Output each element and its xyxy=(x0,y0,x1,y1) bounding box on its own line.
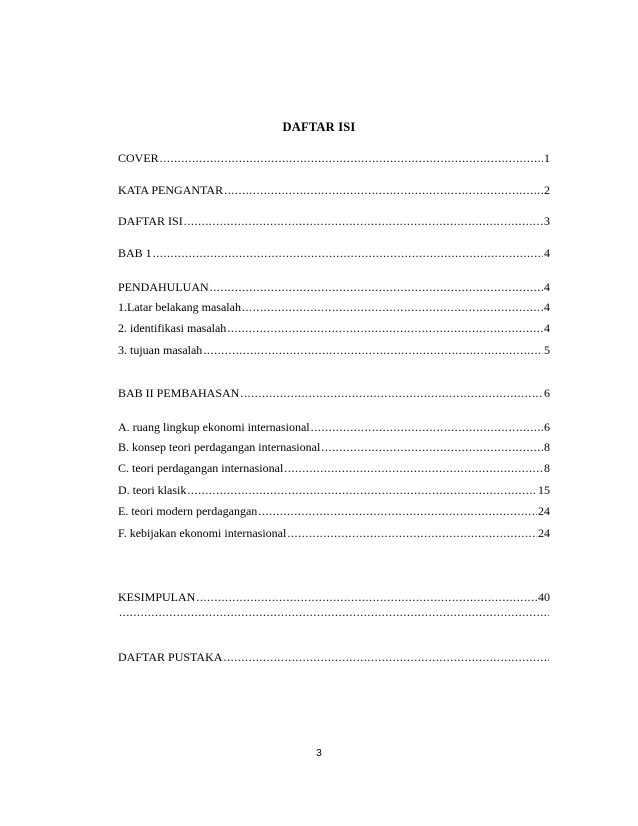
dot-leader xyxy=(210,280,543,294)
toc-entry-teori-perdagangan xyxy=(118,461,550,475)
toc-title: DAFTAR ISI xyxy=(282,120,356,134)
toc-entry-bab-1 xyxy=(118,246,550,260)
toc-entry-daftar-isi xyxy=(118,214,550,228)
toc-entry-label: 3. tujuan masalah xyxy=(118,343,203,357)
toc-entry-identifikasi-masalah xyxy=(118,321,550,335)
toc-entry-page: 4 xyxy=(544,300,550,314)
toc-entry-page: 2 xyxy=(544,183,550,197)
toc-entry-label: E. teori modern perdagangan xyxy=(118,504,258,518)
dot-leader xyxy=(223,650,549,664)
dot-leader xyxy=(160,151,543,165)
toc-entry-bab-2 xyxy=(118,386,550,400)
toc-entry-page: 4 xyxy=(544,246,550,260)
toc-entry-pendahuluan xyxy=(118,280,550,294)
toc-entry-ruang-lingkup xyxy=(118,420,550,434)
toc-entry-kata-pengantar xyxy=(118,183,550,197)
dot-leader xyxy=(242,300,543,314)
dot-leader xyxy=(311,420,543,434)
toc-entry-teori-klasik xyxy=(118,483,550,497)
toc-entry-label: A. ruang lingkup ekonomi internasional xyxy=(118,420,310,434)
toc-entry-page: 4 xyxy=(544,321,550,335)
toc-entry-page: 24 xyxy=(538,504,550,518)
page-number: 3 xyxy=(316,748,322,759)
dot-leader xyxy=(184,214,543,228)
toc-entry-label: BAB 1 xyxy=(118,246,152,260)
toc-entry-label: F. kebijakan ekonomi internasional xyxy=(118,526,287,540)
dot-leader xyxy=(287,526,537,540)
toc-entry-page: 8 xyxy=(544,461,550,475)
dot-leader xyxy=(258,504,537,518)
dot-leader xyxy=(227,321,543,335)
dot-leader xyxy=(153,246,543,260)
toc-entry-tujuan-masalah xyxy=(118,343,550,357)
dot-leader xyxy=(224,183,543,197)
toc-entry-blank-leader xyxy=(118,605,550,619)
toc-entry-page: 5 xyxy=(544,343,550,357)
toc-entry-label: DAFTAR PUSTAKA xyxy=(118,650,223,664)
toc-entry-cover xyxy=(118,151,550,165)
toc-entry-page: 8 xyxy=(544,440,550,454)
toc-entry-konsep-teori xyxy=(118,440,550,454)
dot-leader xyxy=(203,343,543,357)
toc-entry-label: COVER xyxy=(118,151,159,165)
toc-entry-label: KATA PENGANTAR xyxy=(118,183,224,197)
toc-entry-label: D. teori klasik xyxy=(118,483,187,497)
dot-leader xyxy=(187,483,537,497)
dot-leader xyxy=(284,461,543,475)
dot-leader xyxy=(119,605,549,619)
toc-entry-page: 6 xyxy=(544,386,550,400)
toc-entry-label: DAFTAR ISI xyxy=(118,214,183,228)
toc-entry-teori-modern xyxy=(118,504,550,518)
toc-entry-label: BAB II PEMBAHASAN xyxy=(118,386,240,400)
dot-leader xyxy=(196,590,537,604)
dot-leader xyxy=(240,386,543,400)
toc-entry-page: 15 xyxy=(538,483,550,497)
toc-entry-page: 3 xyxy=(544,214,550,228)
toc-entry-label: PENDAHULUAN xyxy=(118,280,209,294)
toc-entry-label: C. teori perdagangan internasional xyxy=(118,461,284,475)
dot-leader xyxy=(321,440,543,454)
toc-entry-page: 1 xyxy=(544,151,550,165)
toc-entry-page: 4 xyxy=(544,280,550,294)
toc-entry-daftar-pustaka xyxy=(118,650,550,664)
toc-entry-kebijakan-ekonomi xyxy=(118,526,550,540)
toc-entry-label: 2. identifikasi masalah xyxy=(118,321,227,335)
toc-entry-latar-belakang xyxy=(118,300,550,314)
toc-entry-page: 24 xyxy=(538,526,550,540)
toc-entry-page: 40 xyxy=(538,590,550,604)
toc-entry-page: 6 xyxy=(544,420,550,434)
toc-entry-label: 1.Latar belakang masalah xyxy=(118,300,241,314)
toc-entry-label: B. konsep teori perdagangan internasional xyxy=(118,440,321,454)
toc-entry-kesimpulan xyxy=(118,590,550,604)
toc-entry-label: KESIMPULAN xyxy=(118,590,196,604)
